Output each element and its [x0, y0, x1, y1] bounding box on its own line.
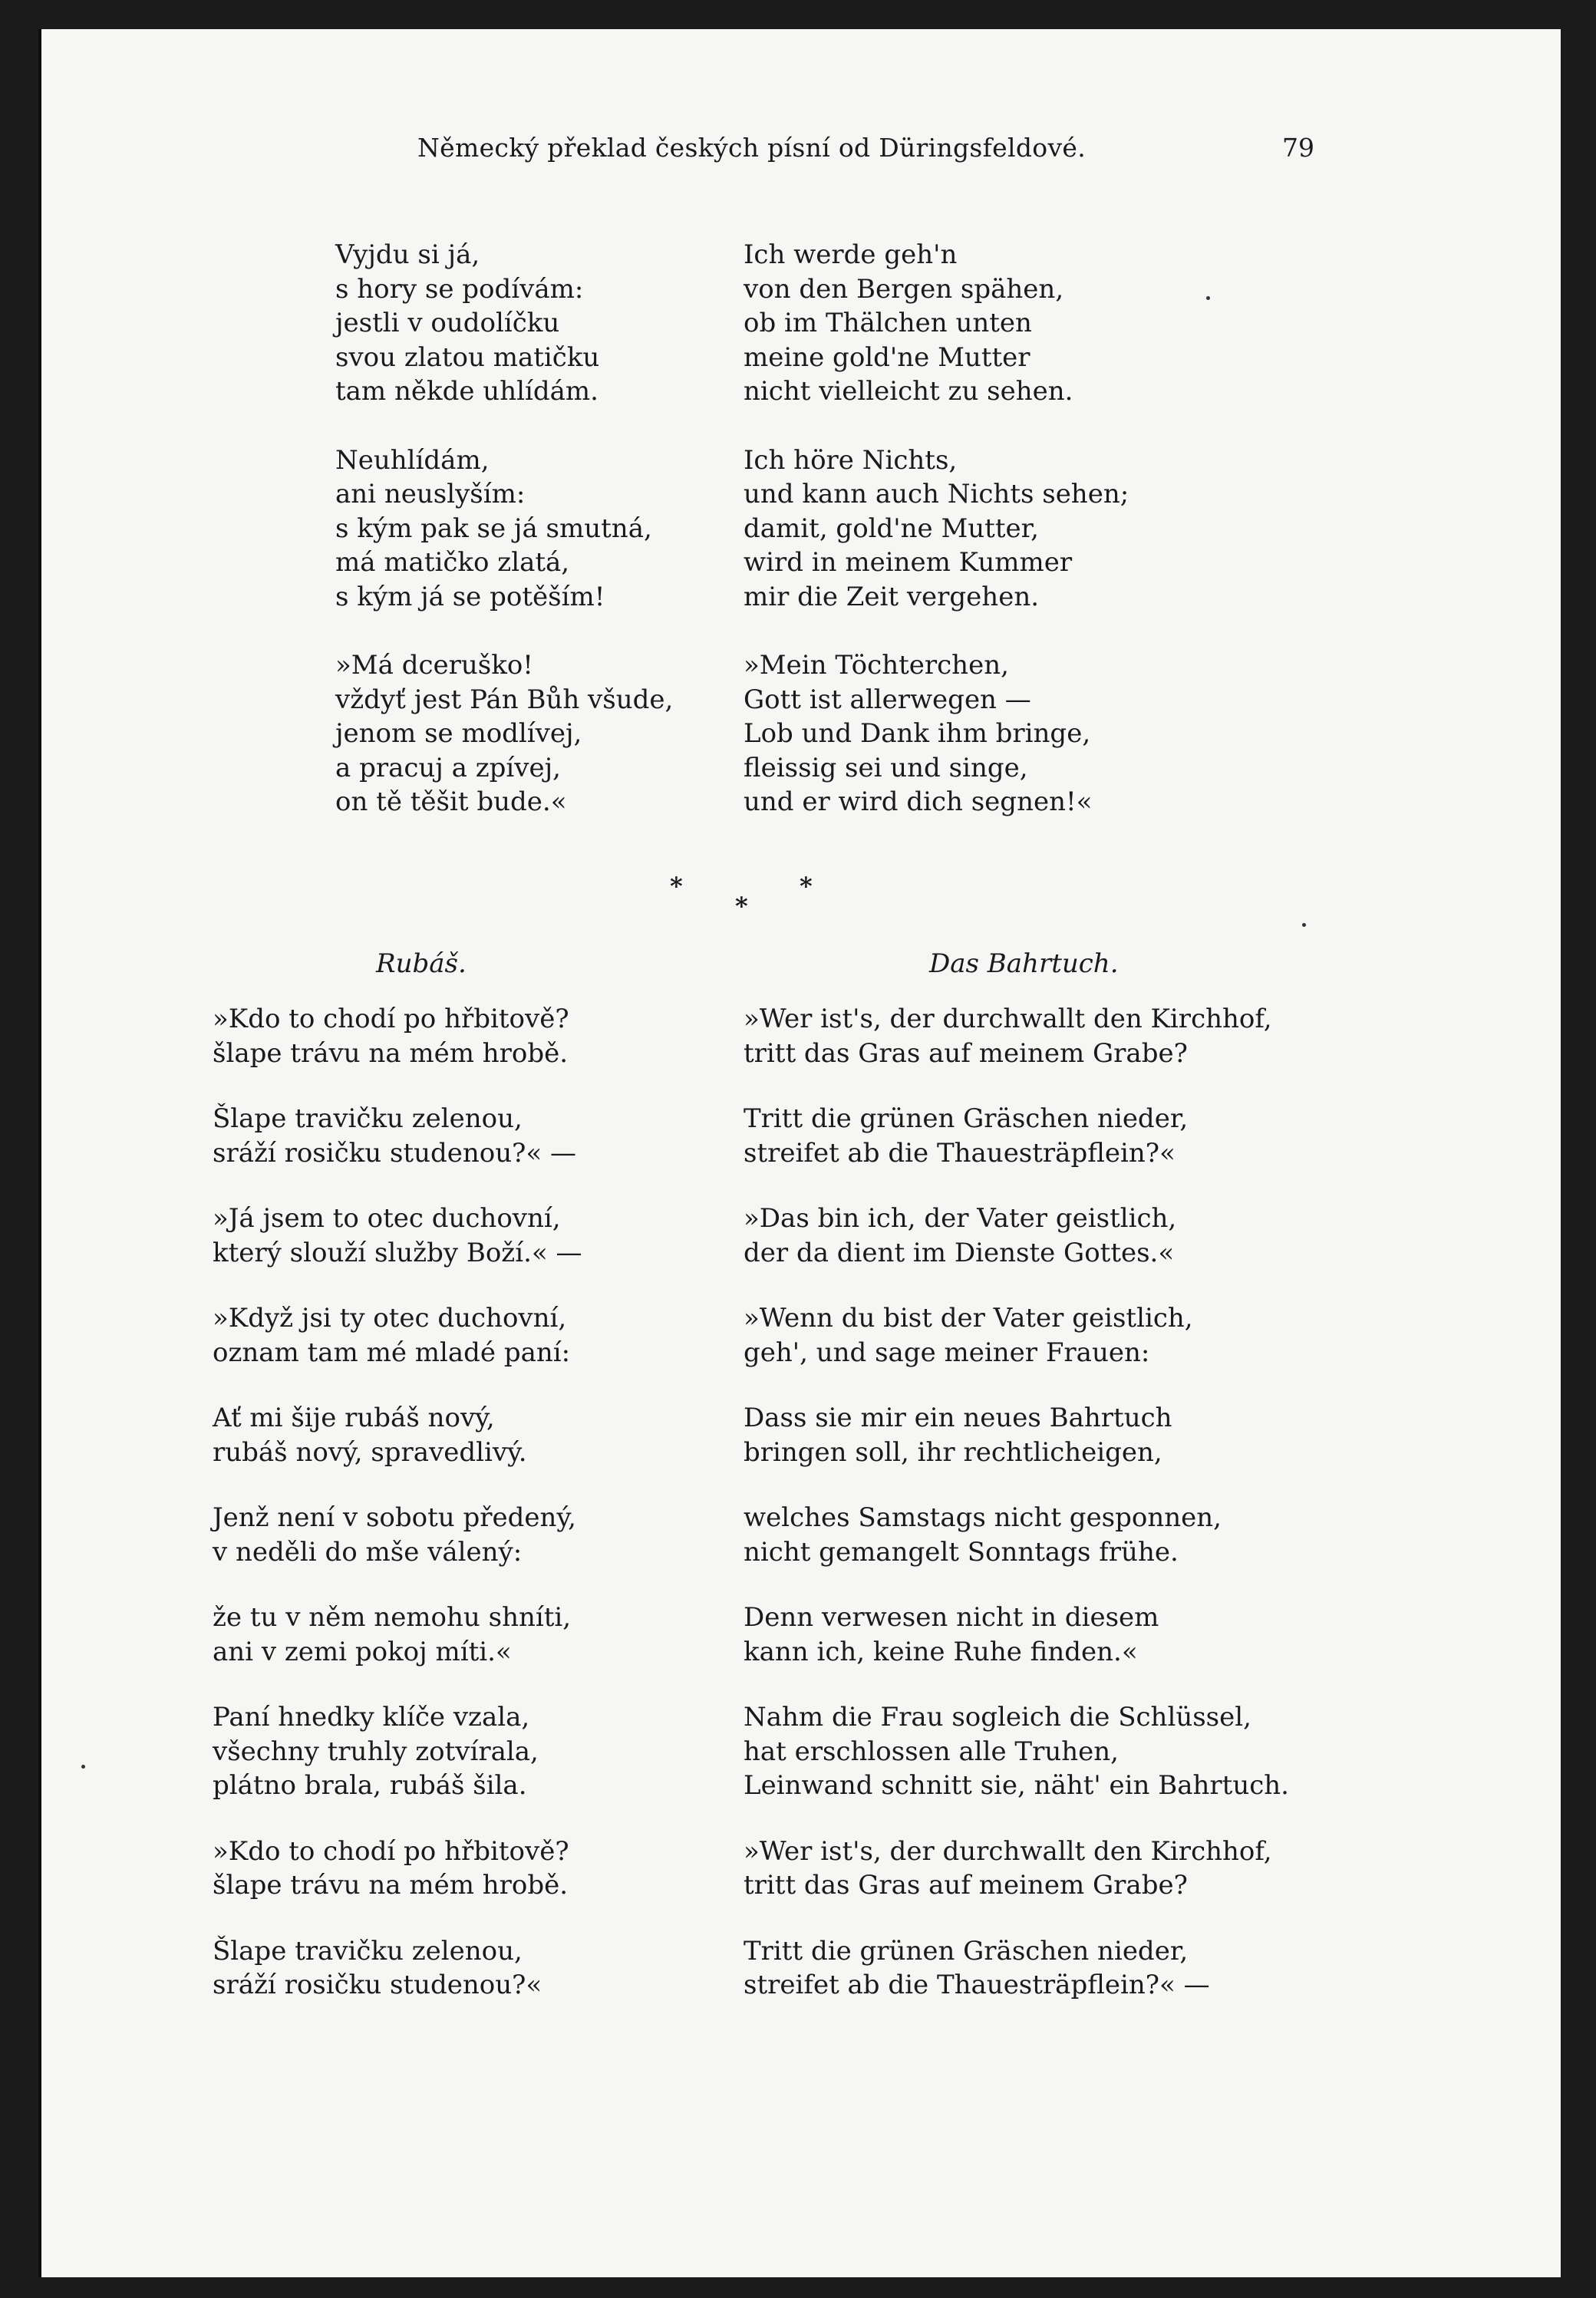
verse-line: Ich höre Nichts,: [744, 444, 958, 476]
verse-line: s kým já se potěším!: [335, 581, 605, 612]
verse-line: Gott ist allerwegen —: [744, 684, 1031, 715]
verse-line: Nahm die Frau sogleich die Schlüssel,: [744, 1702, 1251, 1733]
verse-line: »Kdo to chodí po hřbitově?: [213, 1004, 569, 1034]
verse-line: der da dient im Dienste Gottes.«: [744, 1237, 1175, 1268]
poem1-czech-column: [335, 238, 673, 854]
verse-line: kann ich, keine Ruhe finden.«: [744, 1636, 1138, 1667]
verse-line: Ať mi šije rubáš nový,: [213, 1403, 495, 1433]
stanza: [744, 1301, 1289, 1370]
stanza: [213, 1301, 582, 1370]
stanza: [213, 1202, 582, 1270]
verse-line: »Mein Töchterchen,: [744, 650, 1009, 681]
verse-line: v neděli do mše válený:: [213, 1536, 523, 1568]
stanza: [213, 1002, 582, 1070]
verse-line: vždyť jest Pán Bůh všude,: [335, 684, 674, 715]
verse-line: šlape trávu na mém hrobě.: [213, 1870, 569, 1901]
stanza: [744, 1102, 1289, 1170]
verse-line: Tritt die grünen Gräschen nieder,: [744, 1103, 1189, 1134]
verse-line: und kann auch Nichts sehen;: [744, 479, 1129, 509]
verse-line: hat erschlossen alle Truhen,: [744, 1736, 1119, 1767]
stanza: [744, 648, 1129, 819]
poem2-czech-column: [213, 1002, 582, 2034]
verse-line: »Das bin ich, der Vater geistlich,: [744, 1203, 1177, 1234]
stanza: [213, 1501, 582, 1569]
verse-line: »Já jsem to otec duchovní,: [213, 1203, 561, 1234]
stanza: [744, 1601, 1289, 1669]
verse-line: ani neuslyším:: [335, 479, 526, 509]
verse-line: všechny truhly zotvírala,: [213, 1736, 539, 1767]
verse-line: welches Samstags nicht gesponnen,: [744, 1502, 1222, 1533]
stanza: [744, 238, 1129, 409]
separator-asterisk: *: [735, 892, 748, 921]
verse-line: Jenž není v sobotu předený,: [213, 1502, 576, 1533]
verse-line: »Wenn du bist der Vater geistlich,: [744, 1303, 1193, 1334]
verse-line: a pracuj a zpívej,: [335, 752, 561, 783]
stanza: [213, 1700, 582, 1803]
verse-line: on tě těšit bude.«: [335, 786, 567, 817]
page-header: [41, 133, 1561, 179]
verse-line: bringen soll, ihr rechtlicheigen,: [744, 1436, 1162, 1468]
running-title: Německý překlad českých písní od Düringsfeldové.: [417, 133, 1087, 163]
verse-line: Šlape travičku zelenou,: [213, 1103, 523, 1134]
verse-line: Tritt die grünen Gräschen nieder,: [744, 1935, 1189, 1967]
verse-line: Lob und Dank ihm bringe,: [744, 718, 1091, 749]
scan-speck: [81, 1765, 85, 1769]
separator-asterisk: *: [800, 872, 813, 901]
separator-asterisk: *: [670, 872, 683, 901]
verse-line: fleissig sei und singe,: [744, 752, 1028, 783]
page-number: 79: [1282, 133, 1314, 163]
verse-line: »Kdo to chodí po hřbitově?: [213, 1835, 569, 1867]
stanza: [213, 1835, 582, 1903]
stanza: [213, 1601, 582, 1669]
verse-line: streifet ab die Thauesträpflein?«: [744, 1137, 1176, 1169]
stanza: [744, 1835, 1289, 1903]
stanza: [744, 1934, 1289, 2003]
verse-line: tritt das Gras auf meinem Grabe?: [744, 1870, 1188, 1901]
verse-line: sráží rosičku studenou?« —: [213, 1137, 576, 1169]
poem2-german-column: [744, 1002, 1289, 2034]
verse-line: ob im Thälchen unten: [744, 308, 1032, 338]
verse-line: svou zlatou matičku: [335, 341, 600, 373]
verse-line: »Když jsi ty otec duchovní,: [213, 1303, 567, 1334]
verse-line: und er wird dich segnen!«: [744, 786, 1093, 817]
verse-line: damit, gold'ne Mutter,: [744, 513, 1039, 544]
verse-line: s hory se podívám:: [335, 273, 584, 305]
verse-line: Dass sie mir ein neues Bahrtuch: [744, 1403, 1172, 1433]
verse-line: rubáš nový, spravedlivý.: [213, 1436, 527, 1468]
verse-line: tritt das Gras auf meinem Grabe?: [744, 1037, 1188, 1069]
stanza: [744, 1401, 1289, 1469]
verse-line: von den Bergen spähen,: [744, 273, 1064, 305]
stanza: [335, 238, 673, 409]
verse-line: geh', und sage meiner Frauen:: [744, 1337, 1150, 1368]
verse-line: tam někde uhlídám.: [335, 376, 598, 407]
poem2-czech-title: Rubáš.: [376, 948, 467, 979]
verse-line: Šlape travičku zelenou,: [213, 1935, 523, 1967]
verse-line: Ich werde geh'n: [744, 239, 958, 270]
verse-line: sráží rosičku studenou?«: [213, 1970, 542, 2000]
stanza: [744, 1501, 1289, 1569]
stanza: [744, 1700, 1289, 1803]
verse-line: meine gold'ne Mutter: [744, 341, 1030, 373]
stanza: [744, 443, 1129, 615]
verse-line: »Má dceruško!: [335, 650, 533, 681]
verse-line: šlape trávu na mém hrobě.: [213, 1037, 569, 1069]
verse-line: má matičko zlatá,: [335, 547, 570, 578]
verse-line: streifet ab die Thauesträpflein?« —: [744, 1970, 1210, 2000]
verse-line: jestli v oudolíčku: [335, 308, 560, 338]
scan-speck: [1302, 923, 1306, 927]
stanza: [335, 443, 673, 615]
stanza: [213, 1102, 582, 1170]
verse-line: »Wer ist's, der durchwallt den Kirchhof,: [744, 1004, 1272, 1034]
book-page: [38, 29, 1561, 2277]
verse-line: wird in meinem Kummer: [744, 547, 1073, 578]
stanza: [335, 648, 673, 819]
verse-line: plátno brala, rubáš šila.: [213, 1770, 527, 1801]
verse-line: nicht gemangelt Sonntags frühe.: [744, 1536, 1179, 1568]
verse-line: ani v zemi pokoj míti.«: [213, 1636, 512, 1667]
poem1-german-column: [744, 238, 1129, 854]
stanza: [213, 1934, 582, 2003]
verse-line: nicht vielleicht zu sehen.: [744, 376, 1073, 407]
verse-line: Paní hnedky klíče vzala,: [213, 1702, 530, 1733]
verse-line: který slouží služby Boží.« —: [213, 1237, 582, 1268]
verse-line: s kým pak se já smutná,: [335, 513, 652, 544]
scan-speck: [1206, 296, 1210, 300]
verse-line: mir die Zeit vergehen.: [744, 581, 1040, 612]
verse-line: Leinwand schnitt sie, näht' ein Bahrtuch.: [744, 1770, 1289, 1801]
verse-line: jenom se modlívej,: [335, 718, 582, 749]
verse-line: oznam tam mé mladé paní:: [213, 1337, 571, 1368]
verse-line: »Wer ist's, der durchwallt den Kirchhof,: [744, 1835, 1272, 1867]
verse-line: Neuhlídám,: [335, 444, 490, 476]
stanza: [744, 1202, 1289, 1270]
poem2-german-title: Das Bahrtuch.: [929, 948, 1119, 979]
stanza: [744, 1002, 1289, 1070]
stanza: [213, 1401, 582, 1469]
verse-line: Vyjdu si já,: [335, 239, 480, 270]
verse-line: že tu v něm nemohu shníti,: [213, 1602, 572, 1633]
verse-line: Denn verwesen nicht in diesem: [744, 1602, 1159, 1633]
